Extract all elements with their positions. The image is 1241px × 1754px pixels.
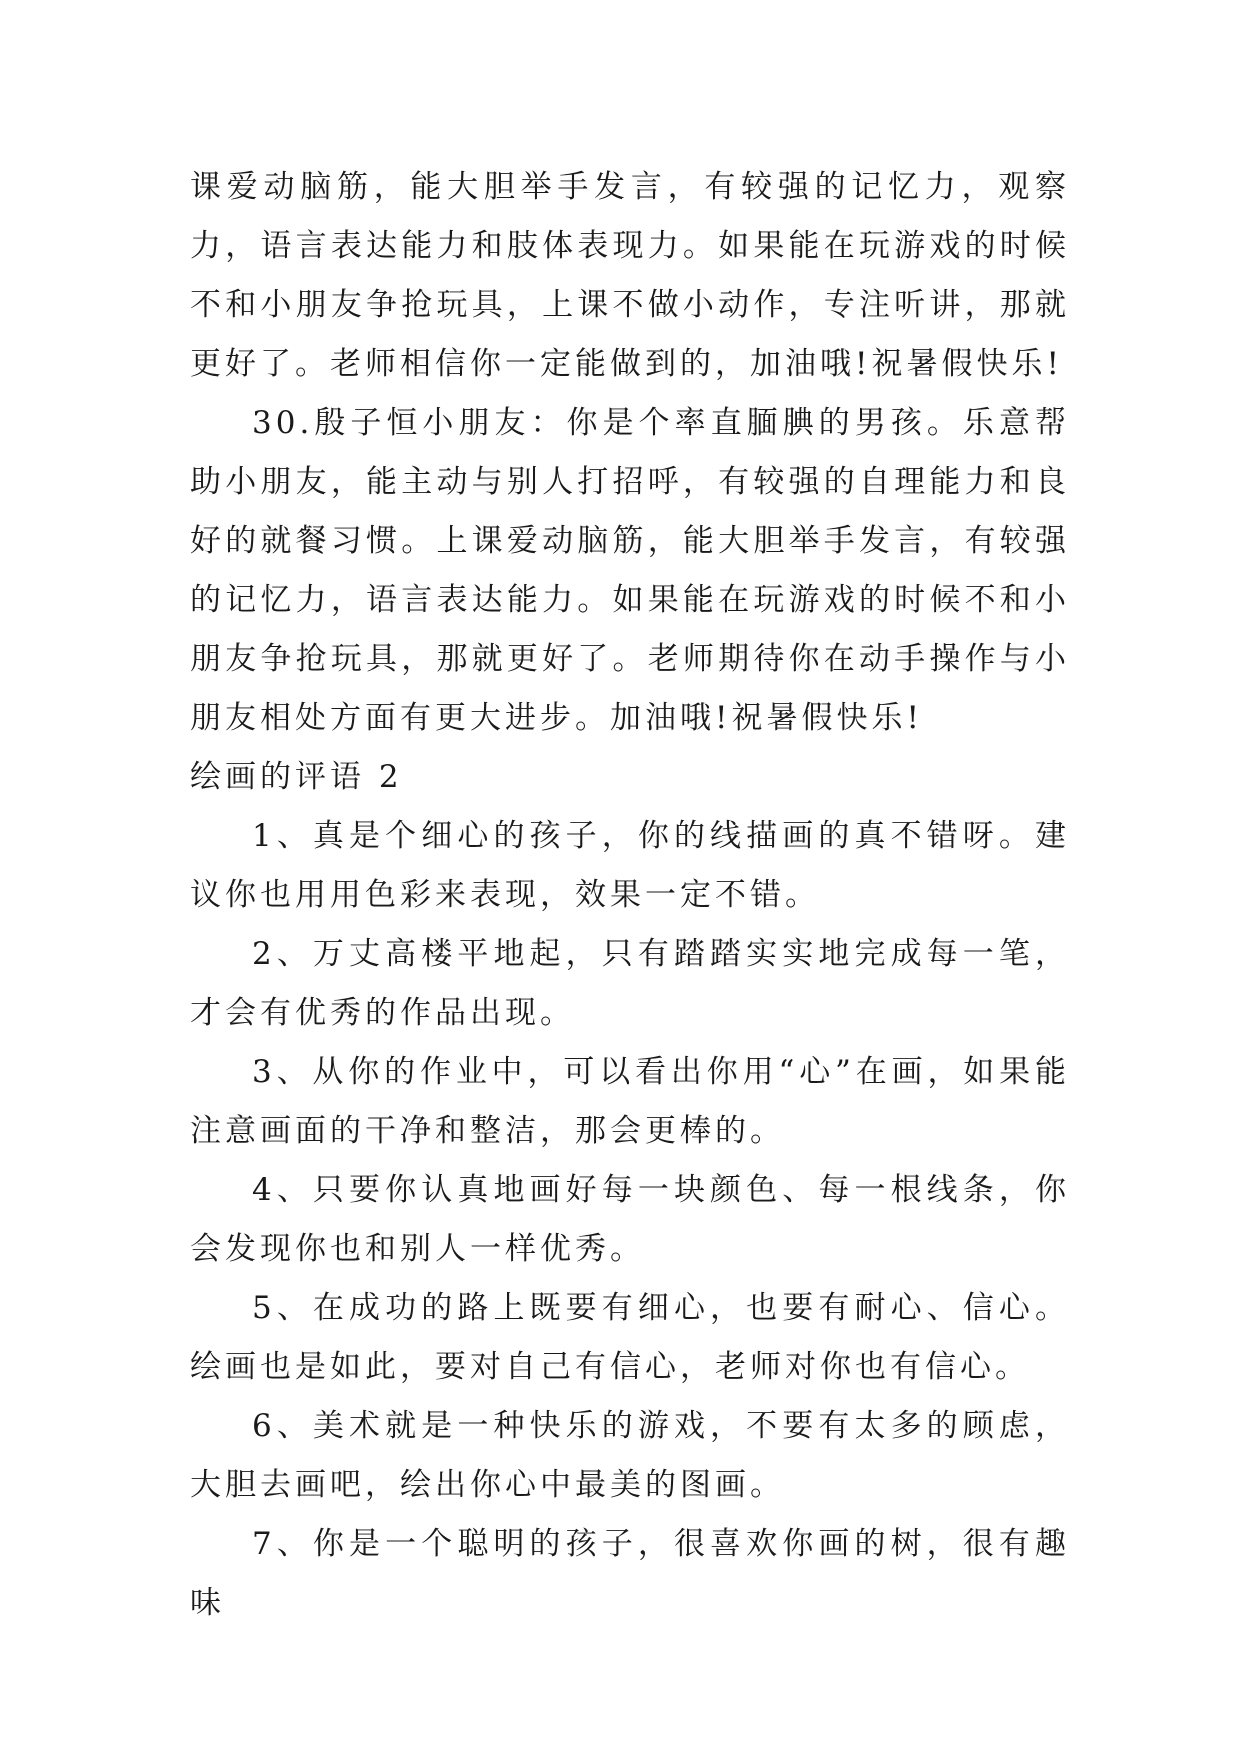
comment-item-1: 1、真是个细心的孩子，你的线描画的真不错呀。建议你也用用色彩来表现，效果一定不错。 — [190, 818, 1070, 913]
document-body — [190, 158, 1070, 1633]
comment-item-6: 6、美术就是一种快乐的游戏，不要有太多的顾虑，大胆去画吧，绘出你心中最美的图画。 — [190, 1408, 1070, 1503]
comment-item-30: 30.殷子恒小朋友：你是个率直腼腆的男孩。乐意帮助小朋友，能主动与别人打招呼，有较强的自理能力和良好的就餐习惯。上课爱动脑筋，能大胆举手发言，有较强的记忆力，语言表达能力。如果能在玩游戏的时候不和小朋友争抢玩具，那就更好了。老师期待你在动手操作与小朋友相处方面有更大进步。加油哦!祝暑假快乐! — [190, 405, 1070, 736]
comment-item-3: 3、从你的作业中，可以看出你用“心”在画，如果能注意画面的干净和整洁，那会更棒的。 — [190, 1054, 1070, 1149]
section-heading: 绘画的评语 2 — [190, 759, 403, 795]
comment-item-2: 2、万丈高楼平地起，只有踏踏实实地完成每一笔，才会有优秀的作品出现。 — [190, 936, 1070, 1031]
continuation-paragraph: 课爱动脑筋，能大胆举手发言，有较强的记忆力，观察力，语言表达能力和肢体表现力。如果能在玩游戏的时候不和小朋友争抢玩具，上课不做小动作，专注听讲，那就更好了。老师相信你一定能做到的，加油哦!祝暑假快乐! — [190, 169, 1070, 382]
comment-item-7: 7、你是一个聪明的孩子，很喜欢你画的树，很有趣味 — [190, 1526, 1070, 1621]
comment-item-4: 4、只要你认真地画好每一块颜色、每一根线条，你会发现你也和别人一样优秀。 — [190, 1172, 1070, 1267]
comment-item-5: 5、在成功的路上既要有细心，也要有耐心、信心。绘画也是如此，要对自己有信心，老师对你也有信心。 — [190, 1290, 1070, 1385]
